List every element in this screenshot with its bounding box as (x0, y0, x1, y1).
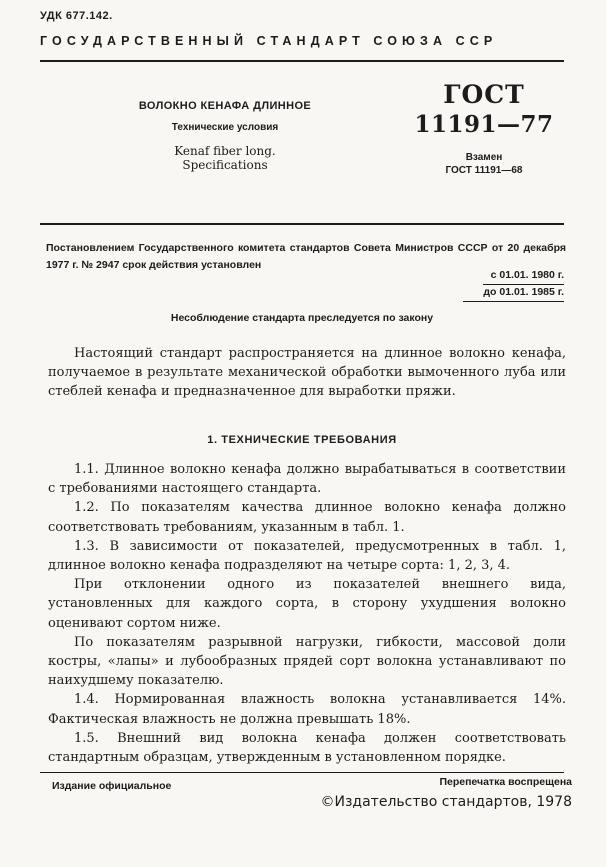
requirement-item: 1.2. По показателям качества длинное волокно кенафа должно соответствовать требованиям, указанным в табл. 1. (48, 500, 566, 535)
english-title-line-2: Specifications (182, 158, 268, 172)
title-divider (40, 223, 564, 225)
replaces-value: ГОСТ 11191—68 (445, 165, 523, 176)
date-from: с 01.01. 1980 г. (483, 268, 564, 285)
udk-code: УДК 677.142. (40, 10, 113, 22)
official-edition: Издание официальное (52, 780, 172, 792)
intro-paragraph: Настоящий стандарт распространяется на длинное волокно кенафа, получаемое в результате механической обработки вымоченного луба или стеблей кенафа и предназначенное для выработки пряжи. (48, 346, 566, 400)
publisher-copyright: ©Издательство стандартов, 1978 (320, 794, 572, 810)
date-to: до 01.01. 1985 г. (463, 285, 564, 302)
requirements-list (48, 460, 566, 767)
replaces-label: Взамен (465, 152, 503, 163)
document-subtitle: Технические условия (171, 122, 279, 133)
gost-number: 11191—77 (414, 111, 554, 138)
section-title: 1. ТЕХНИЧЕСКИЕ ТРЕБОВАНИЯ (207, 434, 397, 446)
header-divider (40, 60, 564, 62)
footer-divider (40, 772, 564, 773)
document-title: ВОЛОКНО КЕНАФА ДЛИННОЕ (138, 100, 312, 112)
english-title (100, 144, 350, 172)
title-block (100, 100, 350, 172)
intro-section (48, 344, 566, 402)
requirement-item: При отклонении одного из показателей внешнего вида, установленных для каждого сорта, в сторону ухудшения волокно оценивают сортом ниже. (48, 577, 566, 631)
validity-dates (483, 268, 564, 302)
gost-label: ГОСТ (443, 80, 525, 109)
requirement-item: 1.3. В зависимости от показателей, предусмотренных в табл. 1, длинное волокно кенафа подразделяют на четыре сорта: 1, 2, 3, 4. (48, 538, 566, 574)
legal-warning: Несоблюдение стандарта преследуется по закону (170, 312, 434, 324)
standard-type-header: ГОСУДАРСТВЕННЫЙ СТАНДАРТ СОЮЗА ССР (40, 34, 498, 48)
requirement-item: 1.5. Внешний вид волокна кенафа должен соответствовать стандартным образцам, утвержденным в установленном порядке. (48, 730, 566, 766)
requirement-item: 1.4. Нормированная влажность волокна устанавливается 14%. Фактическая влажность не должна превышать 18%. (48, 692, 566, 727)
requirement-item: 1.1. Длинное волокно кенафа должно вырабатываться в соответствии с требованиями настоящего стандарта. (48, 462, 566, 497)
gost-block (404, 80, 564, 176)
decree-text: Постановлением Государственного комитета стандартов Совета Министров СССР от 20 декабря 1977 г. № 2947 срок действия установлен (46, 242, 566, 271)
requirement-item: По показателям разрывной нагрузки, гибкости, массовой доли костры, «лапы» и лубообразных прядей сорт волокна устанавливают по наихудшему показателю. (48, 634, 566, 689)
reprint-notice: Перепечатка воспрещена (439, 776, 572, 788)
footer-right (321, 776, 573, 810)
english-title-line-1: Kenaf fiber long. (174, 144, 276, 158)
